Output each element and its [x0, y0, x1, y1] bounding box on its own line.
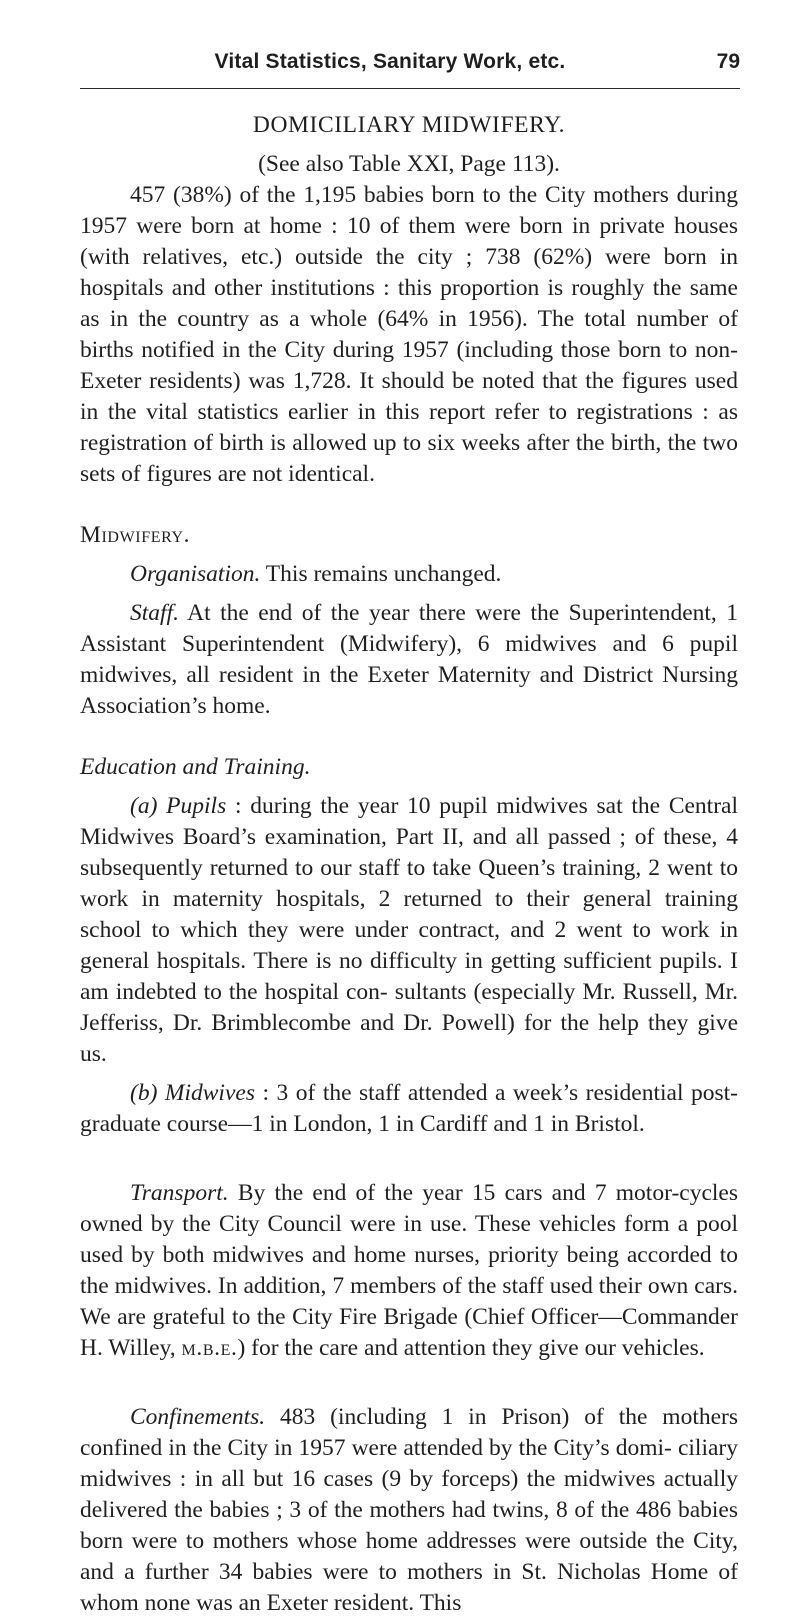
running-title: Vital Statistics, Sanitary Work, etc.	[214, 50, 566, 73]
section-title: DOMICILIARY MIDWIFERY.	[252, 112, 566, 138]
running-header	[80, 46, 740, 86]
honours-abbreviation: m.b.e.	[181, 1335, 238, 1361]
confinements-text: 483 (including 1 in Prison) of the mothers confined in the City in 1957 were attended by the City’s domi- ciliary midwives : in all but 16 cases (9 by forceps) the midwives actually delivered the babies ; 3 of the mothers had twins, 8 of the 486 babies born were to mothers whose home addresses were outside the City, and a further 34 babies were to mothers in St. Nicholas Home of whom none was an Exeter resident. This	[80, 1404, 738, 1616]
education-heading: Education and Training.	[80, 754, 311, 780]
staff-paragraph	[80, 598, 738, 722]
organisation-text: This remains unchanged.	[260, 561, 502, 587]
midwives-marker: (b)	[130, 1080, 158, 1106]
midwives-label: Midwives	[164, 1080, 255, 1106]
body-text	[80, 110, 738, 1619]
confinements-label: Confinements.	[130, 1404, 266, 1430]
confinements-paragraph	[80, 1402, 738, 1619]
staff-label: Staff.	[130, 600, 179, 626]
intro-paragraph: 457 (38%) of the 1,195 babies born to the City mothers during 1957 were born at home : 10 of them were born in private houses (with relatives, etc.) outside the city ; 738 (62%) were born in hospitals and other institutions : this proportion is roughly the same as in the country as a whole (64% in 1956). The total number of births notified in the City during 1957 (including those born to non-Exeter residents) was 1,728. It should be noted that the figures used in the vital statistics earlier in this report refer to registrations : as registration of birth is allowed up to six weeks after the birth, the two sets of figures are not identical.	[80, 182, 738, 487]
pupils-paragraph	[80, 791, 738, 1070]
transport-label: Transport.	[130, 1180, 229, 1206]
pupils-marker: (a)	[130, 793, 158, 819]
pupils-label: Pupils	[166, 793, 227, 819]
midwifery-heading: Midwifery.	[80, 522, 191, 548]
header-rule	[80, 88, 740, 89]
page-number: 79	[716, 50, 740, 73]
transport-text-after: ) for the care and attention they give our vehicles.	[237, 1335, 705, 1361]
staff-text: At the end of the year there were the Superintendent, 1 Assistant Superintendent (Midwifery), 6 midwives and 6 pupil midwives, all resident in the Exeter Maternity and District Nursing Association’s home.	[80, 600, 738, 719]
organisation-paragraph	[80, 559, 738, 590]
transport-paragraph	[80, 1178, 738, 1364]
organisation-label: Organisation.	[130, 561, 261, 587]
section-subtitle: (See also Table XXI, Page 113).	[258, 151, 560, 177]
pupils-text: : during the year 10 pupil midwives sat the Central Midwives Board’s examination, Part II, and all passed ; of these, 4 subsequently returned to our staff to take Queen’s training, 2 went to work in maternity hospitals, 2 returned to their general training school to which they were under contract, and 2 went to work in general hospitals. There is no difficulty in getting sufficient pupils. I am indebted to the hospital con- sultants (especially Mr. Russell, Mr. Jefferiss, Dr. Brimblecombe and Dr. Powell) for the help they give us.	[80, 793, 738, 1067]
midwives-text: : 3 of the staff attended a week’s residential post-graduate course—1 in London, 1 in Cardiff and 1 in Bristol.	[80, 1080, 739, 1137]
transport-text-before: By the end of the year 15 cars and 7 motor-cycles owned by the City Council were in use. These vehicles form a pool used by both midwives and home nurses, priority being accorded to the midwives. In addition, 7 members of the staff used their own cars. We are grateful to the City Fire Brigade (Chief Officer—Commander H. Willey,	[80, 1180, 738, 1361]
midwives-paragraph	[80, 1078, 738, 1140]
